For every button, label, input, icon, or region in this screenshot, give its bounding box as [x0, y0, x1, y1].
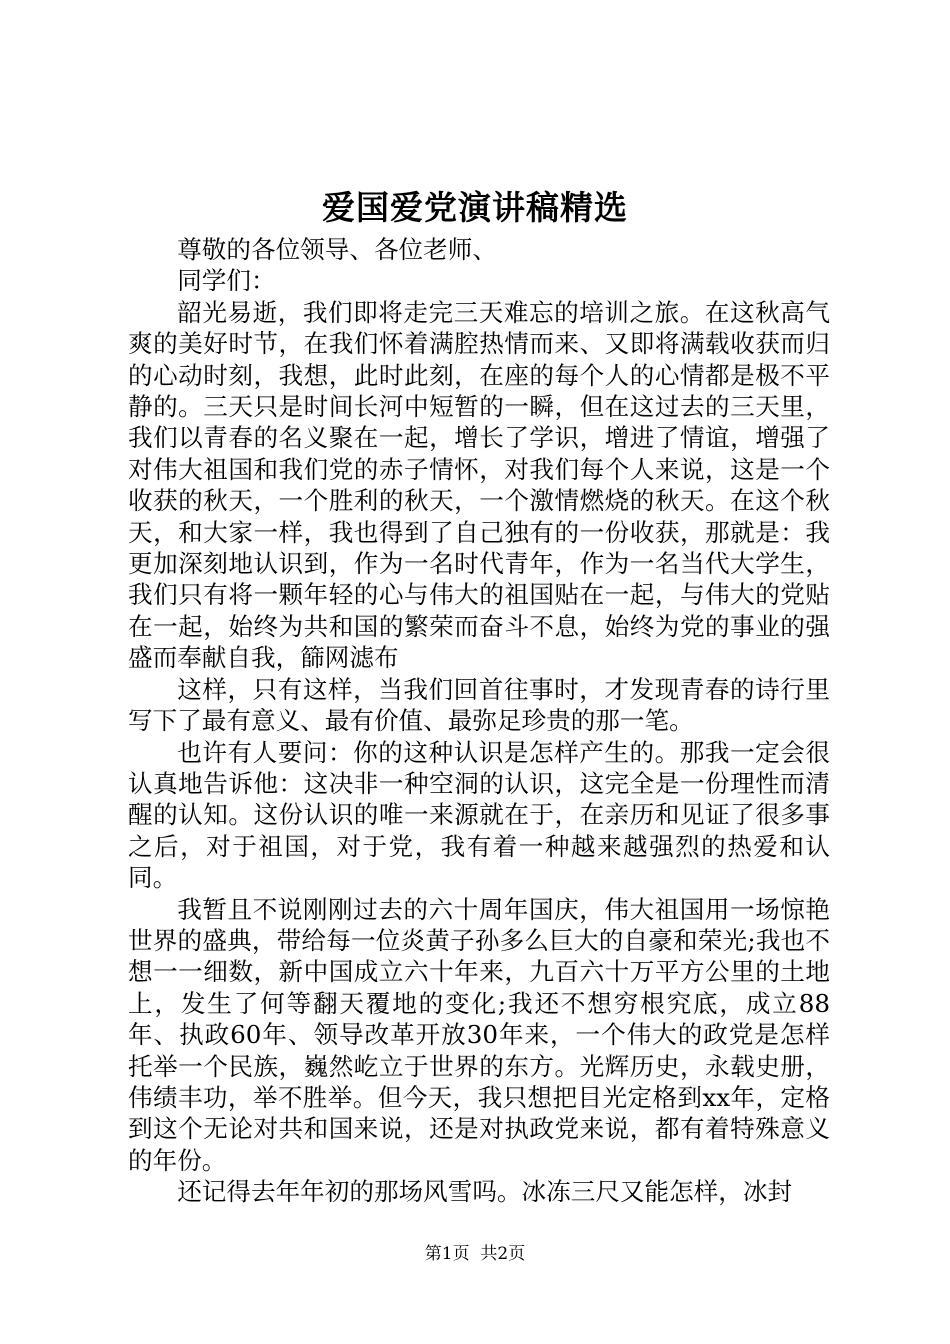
document-title: 爱国爱党演讲稿精选	[322, 188, 628, 227]
document-body	[128, 234, 830, 1208]
page-number: 第1页	[424, 1244, 470, 1264]
page-footer	[0, 1242, 950, 1266]
page-total: 共2页	[480, 1244, 526, 1264]
footer-spacer	[470, 1244, 481, 1264]
body-paragraph: 韶光易逝，我们即将走完三天难忘的培训之旅。在这秋高气爽的美好时节，在我们怀着满腔热情而来、又即将满载收获而归的心动时刻，我想，此时此刻，在座的每个人的心情都是极不平静的。三天只是时间长河中短暂的一瞬，但在这过去的三天里，我们以青春的名义聚在一起，增长了学识，增进了情谊，增强了对伟大祖国和我们党的赤子情怀，对我们每个人来说，这是一个收获的秋天，一个胜利的秋天，一个激情燃烧的秋天。在这个秋天，和大家一样，我也得到了自己独有的一份收获，那就是：我更加深刻地认识到，作为一名时代青年，作为一名当代大学生，我们只有将一颗年轻的心与伟大的祖国贴在一起，与伟大的党贴在一起，始终为共和国的繁荣而奋斗不息，始终为党的事业的强盛而奉献自我，篩网滤布	[128, 297, 830, 673]
salutation-line-2: 同学们：	[177, 266, 276, 296]
body-paragraph: 也许有人要问：你的这种认识是怎样产生的。那我一定会很认真地告诉他：这决非一种空洞的认识，这完全是一份理性而清醒的认知。这份认识的唯一来源就在于，在亲历和见证了很多事之后，对于祖国，对于党，我有着一种越来越强烈的热爱和认同。	[128, 737, 830, 893]
body-paragraph: 我暂且不说刚刚过去的六十周年国庆，伟大祖国用一场惊艳世界的盛典，带给每一位炎黄子孙多么巨大的自豪和荣光;我也不想一一细数，新中国成立六十年来，九百六十万平方公里的土地上，发生了何等翻天覆地的变化;我还不想穷根究底，成立88年、执政60年、领导改革开放30年来，一个伟大的政党是怎样托举一个民族，巍然屹立于世界的东方。光辉历史，永载史册，伟绩丰功，举不胜举。但今天，我只想把目光定格到xx年，定格到这个无论对共和国来说，还是对执政党来说，都有着特殊意义的年份。	[128, 894, 830, 1175]
salutation-line-1: 尊敬的各位领导、各位老师、	[177, 235, 497, 264]
body-paragraph: 还记得去年年初的那场风雪吗。冰冻三尺又能怎样，冰封	[177, 1177, 793, 1207]
body-paragraph: 这样，只有这样，当我们回首往事时，才发现青春的诗行里写下了最有意义、最有价值、最弥足珍贵的那一笔。	[128, 674, 830, 736]
